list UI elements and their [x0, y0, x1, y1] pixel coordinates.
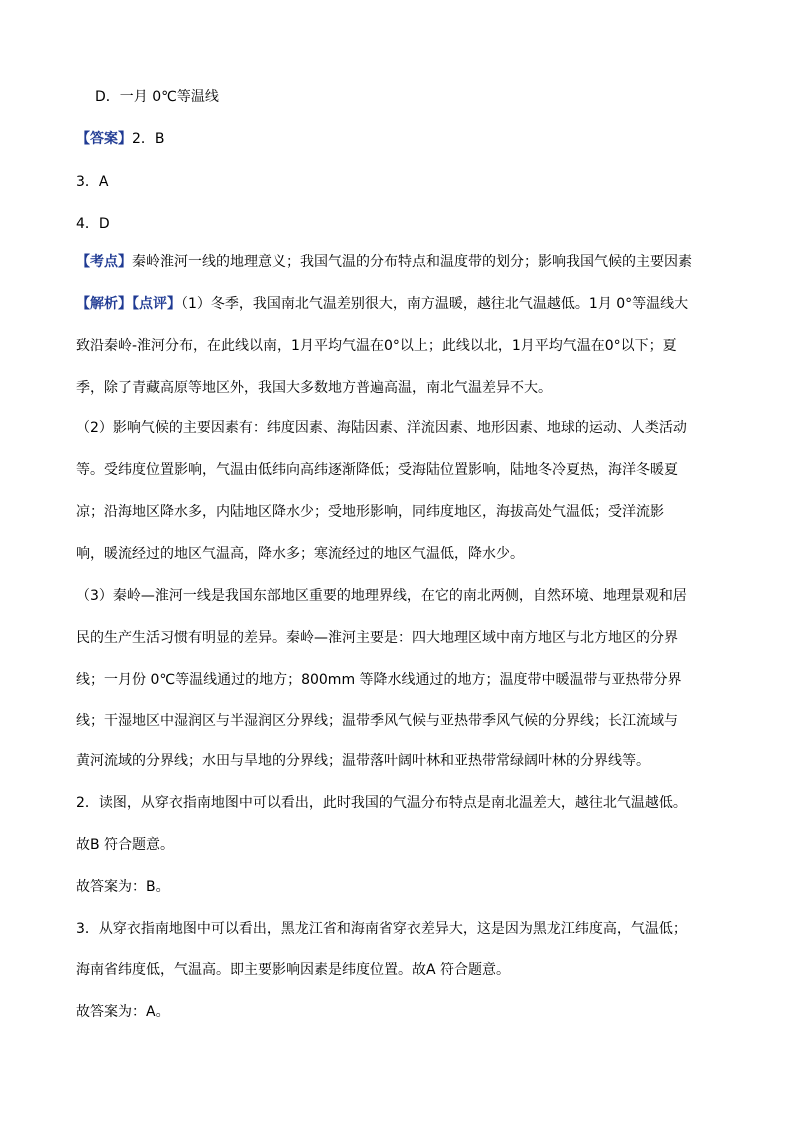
- body-line: 线；一月份 0℃等温线通过的地方；800mm 等降水线通过的地方；温度带中暖温带与亚热带分界: [76, 672, 682, 688]
- body-line: 故B 符合题意。: [76, 837, 175, 853]
- body-line: 黄河流域的分界线；水田与旱地的分界线；温带落叶阔叶林和亚热带常绿阔叶林的分界线等。: [76, 753, 650, 769]
- body-line: 故答案为：A。: [76, 1004, 170, 1020]
- jiexi-line: [76, 294, 688, 314]
- body-line: 故答案为：B。: [76, 879, 170, 895]
- body-line: 民的生产生活习惯有明显的差异。秦岭—淮河主要是：四大地理区域中南方地区与北方地区的分界: [76, 630, 678, 646]
- body-line: 凉；沿海地区降水多，内陆地区降水少；受地形影响，同纬度地区，海拔高处气温低；受洋流影: [76, 504, 664, 520]
- body-line: 季，除了青藏高原等地区外，我国大多数地方普遍高温，南北气温差异不大。: [76, 380, 552, 396]
- body-line: 3．从穿衣指南地图中可以看出，黑龙江省和海南省穿衣差异大，这是因为黑龙江纬度高，气温低；: [76, 921, 687, 937]
- body-line: 2．读图，从穿衣指南地图中可以看出，此时我国的气温分布特点是南北温差大，越往北气温越低。: [76, 795, 687, 811]
- kaodian-tag: 【考点】: [76, 254, 132, 270]
- body-line: 等。受纬度位置影响，气温由低纬向高纬逐渐降低；受海陆位置影响，陆地冬冷夏热，海洋冬暖夏: [76, 462, 678, 478]
- body-line: 海南省纬度低，气温高。即主要影响因素是纬度位置。故A 符合题意。: [76, 962, 511, 978]
- answer-text: 2．B: [132, 131, 165, 147]
- answer-line: [76, 129, 165, 149]
- body-line: （2）影响气候的主要因素有：纬度因素、海陆因素、洋流因素、地形因素、地球的运动、人类活动: [76, 420, 687, 436]
- jiexi-tag: 【解析】【点评】: [76, 296, 181, 312]
- answer-4: 4．D: [76, 216, 110, 232]
- body-line: （3）秦岭—淮河一线是我国东部地区重要的地理界线，在它的南北两侧，自然环境、地理景观和居: [76, 588, 687, 604]
- kaodian-text: 秦岭淮河一线的地理意义；我国气温的分布特点和温度带的划分；影响我国气候的主要因素: [132, 254, 692, 270]
- body-line: 响，暖流经过的地区气温高，降水多；寒流经过的地区气温低，降水少。: [76, 546, 524, 562]
- body-line: 致沿秦岭-淮河分布，在此线以南，1月平均气温在0°以上；此线以北，1月平均气温在0°以下；夏: [76, 338, 677, 354]
- option-d: D．一月 0℃等温线: [95, 89, 219, 105]
- answer-tag: 【答案】: [76, 131, 132, 147]
- body-line: 线；干湿地区中湿润区与半湿润区分界线；温带季风气候与亚热带季风气候的分界线；长江流域与: [76, 713, 678, 729]
- answer-3: 3．A: [76, 174, 109, 190]
- jiexi-text: （1）冬季，我国南北气温差别很大，南方温暖，越往北气温越低。1月 0°等温线大: [181, 296, 689, 312]
- kaodian-line: [76, 252, 692, 272]
